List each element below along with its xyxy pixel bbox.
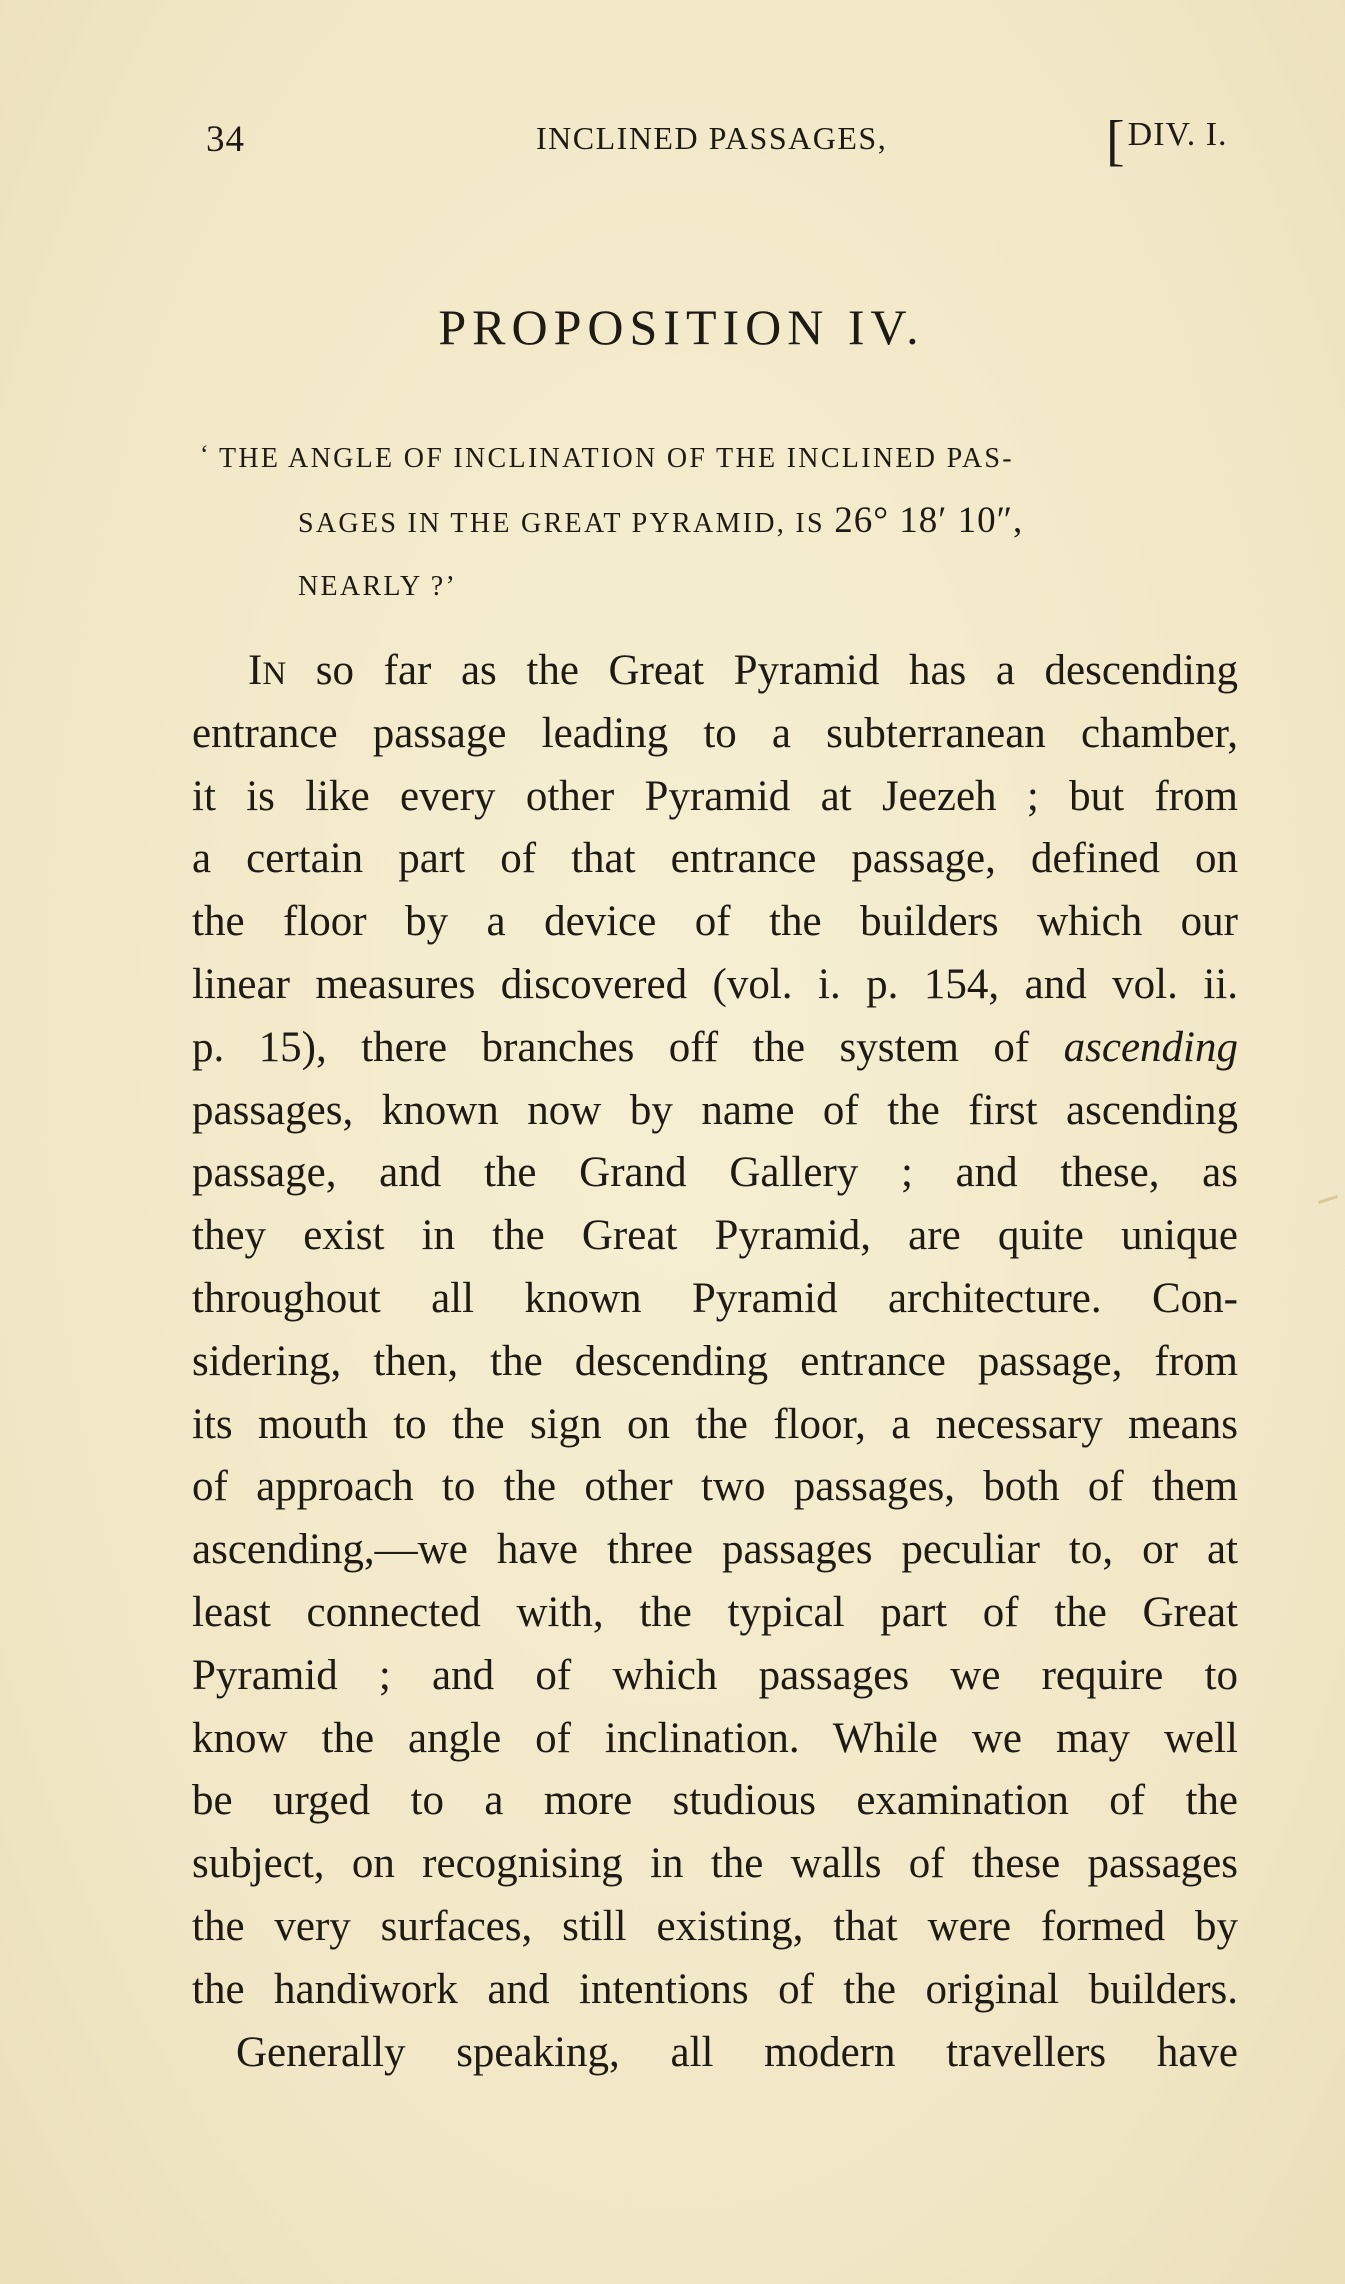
text-line: least connected with, the typical part of the Great: [192, 1588, 1238, 1636]
running-title: INCLINED PASSAGES,: [536, 120, 888, 156]
margin-mark: [1318, 1195, 1338, 1204]
statement-angle-value: 26° 18′ 10″,: [834, 500, 1024, 541]
text-line: it is like every other Pyramid at Jeezeh ; but from: [192, 772, 1238, 820]
line-text: so far as the Great Pyramid has a descending: [315, 647, 1238, 694]
text-line: of approach to the other two passages, both of them: [192, 1463, 1238, 1511]
text-line: the very surfaces, still existing, that were formed by: [192, 1902, 1238, 1950]
page-number: 34: [206, 119, 245, 160]
division-label: [1106, 110, 1228, 172]
text-line: passage, and the Grand Gallery ; and these, as: [192, 1149, 1238, 1197]
text-line: Generally speaking, all modern travellers have: [236, 2028, 1238, 2076]
text-line: [192, 1017, 1238, 1080]
text-line: know the angle of inclination. While we may well: [192, 1714, 1238, 1762]
statement-line: [200, 554, 1240, 620]
division-bracket: [: [1106, 110, 1126, 172]
statement-line-1: THE ANGLE OF INCLINATION OF THE INCLINED PAS-: [218, 443, 1014, 474]
text-line: the floor by a device of the builders which our: [192, 898, 1238, 946]
text-line: ascending,—we have three passages peculiar to, or at: [192, 1526, 1238, 1574]
text-line: [192, 640, 1238, 703]
line-text: p. 15), there branches off the system of: [192, 1023, 1030, 1071]
text-line: its mouth to the sign on the floor, a necessary means: [192, 1400, 1238, 1448]
proposition-statement: [200, 422, 1240, 620]
statement-line: [200, 488, 1240, 554]
italic-word: ascending: [1063, 1023, 1239, 1071]
text-line: sidering, then, the descending entrance passage, from: [192, 1337, 1238, 1385]
text-line: entrance passage leading to a subterranean chamber,: [192, 709, 1238, 757]
division-text: DIV. I.: [1127, 116, 1228, 153]
text-line: throughout all known Pyramid architecture. Con-: [192, 1274, 1238, 1322]
statement-line-3: NEARLY ?’: [298, 571, 458, 602]
statement-open-quote: ‘: [200, 440, 211, 469]
text-line: Pyramid ; and of which passages we require to: [192, 1651, 1238, 1699]
initial-small-caps: N: [262, 656, 287, 692]
text-line: they exist in the Great Pyramid, are quite unique: [192, 1212, 1238, 1260]
running-head: [200, 110, 1250, 172]
body-text: [192, 640, 1238, 2084]
text-line: a certain part of that entrance passage, defined on: [192, 835, 1238, 883]
text-line: passages, known now by name of the first ascending: [192, 1086, 1238, 1134]
statement-line-2: SAGES IN THE GREAT PYRAMID, IS: [298, 508, 825, 539]
text-line: be urged to a more studious examination of the: [192, 1777, 1238, 1825]
drop-initial: I: [248, 647, 263, 694]
text-line: linear measures discovered (vol. i. p. 154, and vol. ii.: [192, 960, 1238, 1008]
statement-line: [200, 422, 1240, 488]
text-line: the handiwork and intentions of the original builders.: [192, 1965, 1238, 2013]
proposition-heading: PROPOSITION IV.: [438, 299, 925, 355]
text-line: subject, on recognising in the walls of these passages: [192, 1840, 1238, 1888]
